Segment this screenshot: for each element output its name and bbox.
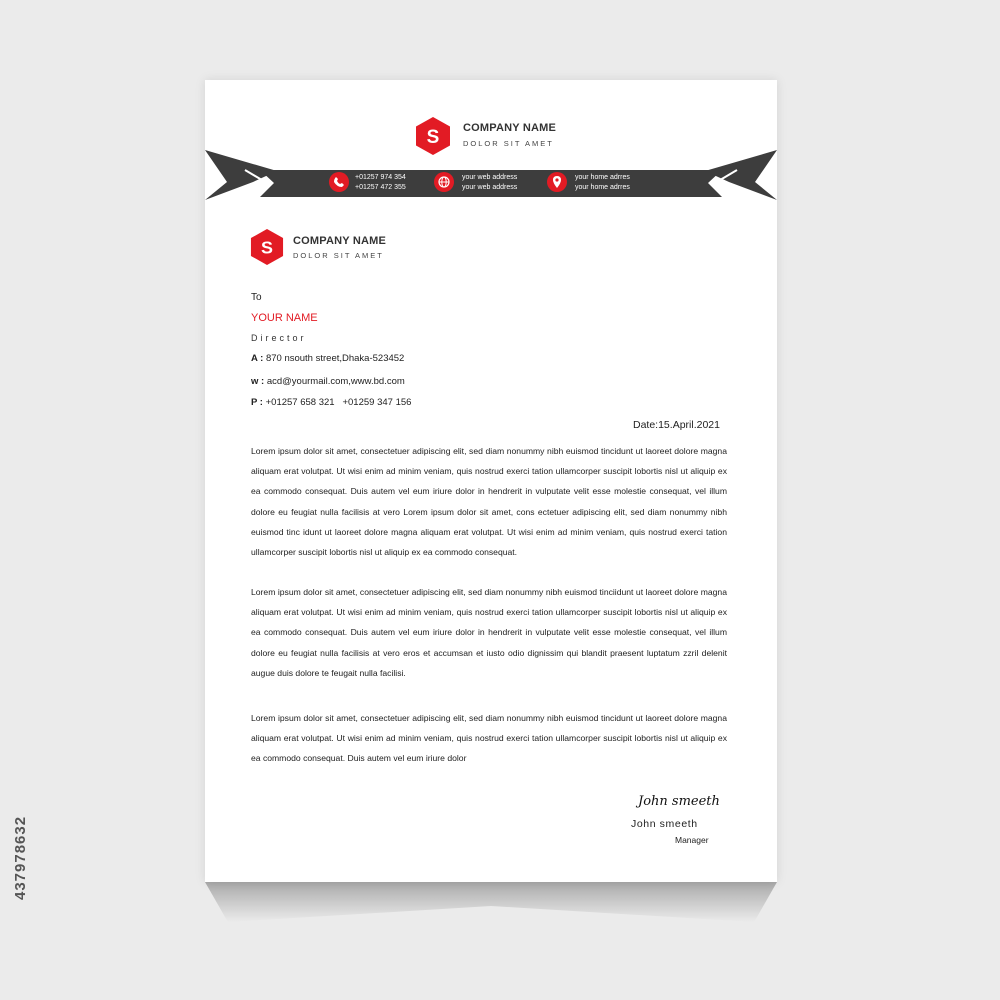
globe-icon: [434, 172, 454, 192]
to-label: To: [251, 292, 262, 303]
phone-label: P :: [251, 397, 263, 408]
address-label: A :: [251, 353, 264, 364]
recipient-name: YOUR NAME: [251, 312, 318, 324]
signer-name: John smeeth: [631, 818, 698, 830]
header-company-name: COMPANY NAME: [463, 122, 557, 134]
recipient-address-row: [251, 353, 404, 364]
header-company-tagline: DOLOR SIT AMET: [463, 139, 554, 148]
signature-script: John smeeth: [638, 794, 720, 809]
contact-address-line1: your home adrres: [575, 174, 630, 181]
contact-web-line1: your web address: [462, 174, 518, 181]
body-company-name: COMPANY NAME: [293, 235, 387, 247]
body-logo-hexagon-icon: [250, 228, 284, 266]
body-paragraph-2: Lorem ipsum dolor sit amet, consectetuer adipiscing elit, sed diam nonummy nibh euismod tinciidunt ut laoreet dolore magna aliquam erat volutpat. Ut wisi enim ad minim veniam, quis nostrud exerci tation ullamcorper suscipit lobortis nisl ut aliquip ex ea commodo consequat. Duis autem vel eum iriure dolor in hendrerit in vulputate velit esse molestie consequat, vel illum dolore eu feugiat nulla facilisis at vero eros et accumsan et iusto odio dignissim qui blandit praesent luptatum zzril delenit augue duis dolore te feugait nulla facilisi.: [251, 587, 727, 678]
recipient-phone: +01257 658 321 +01259 347 156: [265, 397, 412, 408]
body-company-tagline: DOLOR SIT AMET: [293, 251, 384, 260]
web-label: w :: [251, 376, 265, 387]
body-paragraph-3: Lorem ipsum dolor sit amet, consectetuer adipiscing elit, sed diam nonummy nibh euismod tincidunt ut laoreet dolore magna aliquam erat volutpat. Ut wisi enim ad minim veniam, quis nostrud exerci tation ullamcorper suscipit lobortis nisl ut aliquip ex ea commodo consequat. Duis autem vel eum iriure dolor: [251, 713, 727, 764]
stock-image-id: 437978632: [12, 815, 29, 900]
recipient-address: 870 nsouth street,Dhaka-523452: [265, 353, 405, 364]
contact-phone-line1: +01257 974 354: [355, 174, 406, 181]
signer-title: Manager: [675, 835, 709, 845]
contact-web: [462, 173, 517, 193]
recipient-phone-row: [251, 397, 411, 408]
body-logo-letter: S: [261, 237, 273, 258]
recipient-title: Director: [251, 333, 307, 343]
contact-address-line2: your home adrres: [575, 184, 630, 191]
body-paragraph-1: Lorem ipsum dolor sit amet, consectetuer adipiscing elit, sed diam nonummy nibh euismod tincidunt ut laoreet dolore magna aliquam erat volutpat. Ut wisi enim ad minim veniam, quis nostrud exerci tation ullamcorper suscipit lobortis nisl ut aliquip ex ea commodo consequat. Duis autem vel eum iriure dolor in hendrerit in vulputate velit esse molestie consequat, vel illum dolore eu feugiat nulla facilisis at vero Lorem ipsum dolor sit amet, cons ectetuer adipiscing elit, sed diam nonummy nibh euismod tinc idunt ut laoreet dolore magna aliquam erat volutpat. Ut wisi enim ad minim veniam, quis nostrud exerci tation ullamcorper suscipit lobortis nisl ut aliquip ex ea commodo consequat.: [251, 446, 727, 558]
recipient-web-row: [251, 376, 405, 387]
phone-icon: [329, 172, 349, 192]
location-pin-icon: [547, 172, 567, 192]
contact-address: [575, 173, 630, 193]
contact-phone-line2: +01257 472 355: [355, 184, 406, 191]
contact-web-line2: your web address: [462, 184, 518, 191]
header-logo-letter: S: [426, 127, 440, 148]
contact-phone: [355, 173, 406, 193]
letter-date: Date:15.April.2021: [633, 419, 720, 431]
recipient-web: acd@yourmail.com,www.bd.com: [266, 376, 405, 387]
page-shadow: [205, 882, 777, 922]
